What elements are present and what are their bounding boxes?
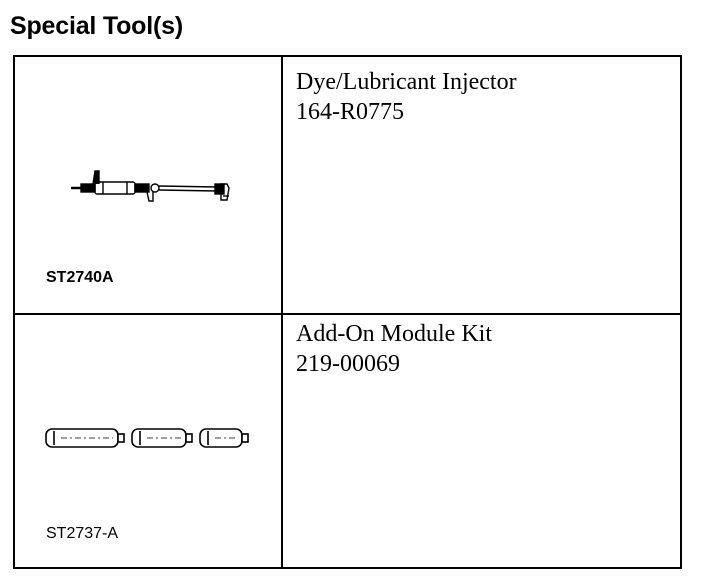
- page-title: Special Tool(s): [10, 12, 183, 40]
- special-tools-table: [13, 55, 682, 569]
- tool-name: Add-On Module Kit: [296, 321, 492, 347]
- tool-name: Dye/Lubricant Injector: [296, 69, 517, 95]
- dye-injector-icon: [69, 167, 234, 209]
- tool-part-number: 219-00069: [296, 351, 400, 377]
- tool-image-cell: [15, 57, 283, 313]
- tool-part-number: 164-R0775: [296, 99, 404, 125]
- tool-row: [15, 315, 680, 567]
- tool-code: ST2740A: [46, 269, 114, 286]
- tool-description-cell: [283, 57, 680, 313]
- module-kit-icon: [43, 423, 253, 453]
- tool-row: [15, 57, 680, 315]
- tool-code: ST2737-A: [46, 525, 119, 542]
- tool-description-cell: [283, 315, 680, 567]
- tool-image-cell: [15, 315, 283, 567]
